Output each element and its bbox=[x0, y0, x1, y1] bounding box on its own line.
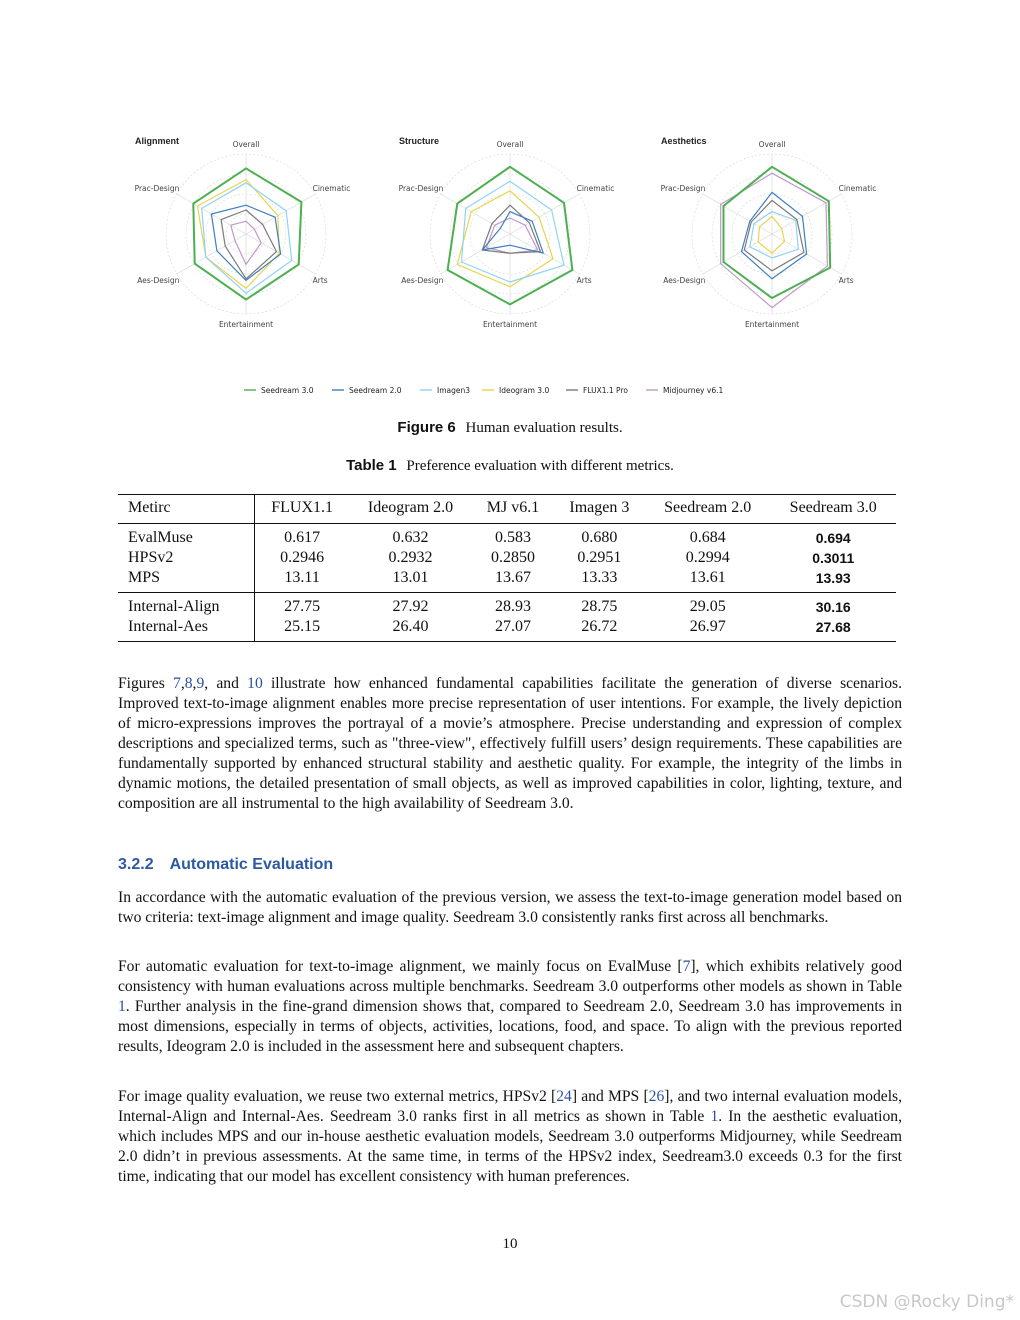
table-cell: 27.92 bbox=[392, 598, 429, 615]
section-title: Automatic Evaluation bbox=[169, 856, 334, 873]
table-cell: 0.684 bbox=[689, 529, 726, 546]
text-run: . In the aesthetic evaluation, which includes MPS and our in-house aesthetic evaluation models, Seedream 3.0 outperforms Midjourney, while Seedream 2.0 didn’t in previous assessments. At the same time, in terms of the HPSv2 index, Seedream3.0 exceeds 0.3 for the first time, indicating that our model has excellent consistency with human preferences. bbox=[118, 1108, 902, 1185]
radar-axis-label: Arts bbox=[576, 276, 592, 285]
table-cell: 0.2951 bbox=[577, 549, 622, 566]
radar-series-seedream-3-0 bbox=[724, 167, 831, 298]
radar-axis-label: Entertainment bbox=[482, 320, 538, 329]
preference-table bbox=[118, 494, 896, 642]
radar-spoke bbox=[703, 194, 772, 234]
radar-spoke bbox=[441, 194, 510, 234]
table-cell-best: 0.3011 bbox=[812, 550, 855, 566]
table-row bbox=[118, 548, 896, 568]
table-cell: 28.93 bbox=[494, 598, 531, 615]
table-cell: 26.97 bbox=[689, 618, 726, 635]
radar-series-flux1-1-pro bbox=[221, 210, 276, 279]
radar-axis-label: Aes-Design bbox=[663, 276, 706, 285]
section-number: 3.2.2 bbox=[118, 856, 154, 873]
radar-charts-svg bbox=[110, 128, 910, 400]
text-run: illustrate how enhanced fundamental capabilities facilitate the generation of diverse scenarios. Improved text-to-image alignment enables more precise representation of user intentions. For example, the lively depiction of micro-expressions improves the portrayal of a movie’s atmosphere. Precise understanding and expression of complex descriptions and specialized terms, such as "three-view", effectively fulfill users’ design requirements. These capabilities are fundamentally supported by enhanced structural stability and aesthetic quality. For example, the integrity of the limbs in dynamic motions, the detailed presentation of small objects, as well as improved capabilities in color, lighting, texture, and composition are all instrumental to the high availability of Seedream 3.0. bbox=[118, 675, 902, 812]
radar-spoke bbox=[177, 234, 246, 274]
text-run: , and bbox=[204, 675, 248, 692]
legend-label: Ideogram 3.0 bbox=[499, 386, 550, 395]
figure-caption bbox=[0, 419, 1020, 437]
radar-axis-label: Cinematic bbox=[576, 184, 615, 193]
table-cell: 25.15 bbox=[284, 618, 321, 635]
table-cell: 13.61 bbox=[689, 569, 726, 586]
table-cell: 13.01 bbox=[392, 569, 429, 586]
table-ref-link[interactable]: 1 bbox=[710, 1108, 719, 1125]
table-cell-metric: EvalMuse bbox=[118, 524, 255, 549]
radar-axis-label: Overall bbox=[758, 140, 786, 149]
text-run: ], and two internal evaluation models, Internal-Align and Internal-Aes. Seedream 3.0 ranks first in all metrics as shown in Table bbox=[118, 1088, 902, 1125]
radar-axis-label: Overall bbox=[496, 140, 524, 149]
table-header-cell: MJ v6.1 bbox=[486, 499, 540, 516]
table-cell-metric: Internal-Align bbox=[118, 593, 255, 618]
text-run: . Further analysis in the fine-grand dimension shows that, compared to Seedream 2.0, Seedream 3.0 has improvements in most dimensions, especially in terms of objects, activities, locations, food, and space. To align with the previous reported results, Ideogram 2.0 is included in the assessment here and subsequent chapters. bbox=[118, 998, 902, 1055]
table-header-row bbox=[118, 495, 896, 524]
radar-axis-label: Entertainment bbox=[218, 320, 274, 329]
table-row bbox=[118, 524, 896, 549]
table-caption bbox=[0, 457, 1020, 475]
radar-axis-label: Cinematic bbox=[838, 184, 877, 193]
radar-title: Structure bbox=[399, 136, 440, 146]
table-cell-best: 13.93 bbox=[815, 570, 851, 586]
legend-label: Midjourney v6.1 bbox=[663, 386, 724, 395]
table-header-cell: Seedream 2.0 bbox=[664, 499, 752, 516]
radar-axis-label: Entertainment bbox=[744, 320, 800, 329]
table-cell: 0.680 bbox=[581, 529, 618, 546]
table-header-cell: Seedream 3.0 bbox=[789, 499, 877, 516]
table-header-cell: Metirc bbox=[118, 495, 255, 524]
table-cell: 0.617 bbox=[284, 529, 321, 546]
figure-ref-link[interactable]: 7 bbox=[173, 675, 181, 692]
radar-axis-label: Prac-Design bbox=[398, 184, 444, 193]
text-run: , bbox=[192, 675, 197, 692]
radar-axis-label: Arts bbox=[838, 276, 854, 285]
citation-link[interactable]: 7 bbox=[682, 958, 691, 975]
table-cell-best: 30.16 bbox=[815, 599, 851, 615]
legend-label: Seedream 2.0 bbox=[349, 386, 402, 395]
table-cell: 28.75 bbox=[581, 598, 618, 615]
figure-ref-link[interactable]: 9 bbox=[196, 675, 205, 692]
radar-spoke bbox=[703, 234, 772, 274]
paragraph-quality-eval bbox=[118, 1087, 902, 1187]
table-cell-metric: MPS bbox=[118, 568, 255, 593]
radar-chart-aesthetics bbox=[661, 136, 877, 329]
figure-caption-label: Figure 6 bbox=[397, 419, 456, 436]
paragraph-figures-discussion bbox=[118, 674, 902, 814]
table-cell: 0.2994 bbox=[685, 549, 730, 566]
radar-title: Alignment bbox=[135, 136, 179, 146]
table-cell: 13.67 bbox=[494, 569, 531, 586]
figure-ref-link[interactable]: 10 bbox=[247, 675, 263, 692]
table-cell-metric: Internal-Aes bbox=[118, 617, 255, 642]
section-heading bbox=[118, 856, 333, 874]
radar-axis-label: Aes-Design bbox=[137, 276, 180, 285]
table-cell: 13.33 bbox=[581, 569, 618, 586]
table-header-cell: Imagen 3 bbox=[569, 499, 630, 516]
figure-ref-link[interactable]: 8 bbox=[184, 675, 193, 692]
legend-label: Seedream 3.0 bbox=[261, 386, 314, 395]
table-row bbox=[118, 617, 896, 642]
radar-series-ideogram-3-0 bbox=[758, 216, 784, 253]
table-cell: 27.07 bbox=[494, 618, 531, 635]
radar-title: Aesthetics bbox=[661, 136, 707, 146]
radar-spoke bbox=[246, 194, 315, 234]
radar-legend bbox=[244, 386, 723, 395]
table-caption-label: Table 1 bbox=[346, 457, 397, 474]
table-row bbox=[118, 568, 896, 593]
radar-series-imagen3 bbox=[462, 181, 565, 282]
table-header-cell: Ideogram 2.0 bbox=[367, 499, 454, 516]
paragraph-auto-eval-intro: In accordance with the automatic evaluation of the previous version, we assess the text-to-image generation model based on two criteria: text-image alignment and image quality. Seedream 3.0 consistently ranks first across all benchmarks. bbox=[118, 889, 902, 926]
table-cell: 26.40 bbox=[392, 618, 429, 635]
radar-chart-structure bbox=[399, 136, 615, 329]
paragraph-alignment-eval bbox=[118, 957, 902, 1057]
radar-axis-label: Overall bbox=[232, 140, 260, 149]
citation-link[interactable]: 24 bbox=[556, 1088, 572, 1105]
table-cell: 0.583 bbox=[494, 529, 531, 546]
table-cell: 0.2850 bbox=[490, 549, 535, 566]
page-number: 10 bbox=[502, 1236, 518, 1252]
table-cell: 0.2932 bbox=[388, 549, 433, 566]
table-cell: 0.2946 bbox=[280, 549, 325, 566]
radar-axis-label: Prac-Design bbox=[134, 184, 180, 193]
text-run: For automatic evaluation for text-to-image alignment, we mainly focus on EvalMuse [ bbox=[118, 958, 683, 975]
radar-chart-alignment bbox=[135, 136, 351, 329]
legend-label: Imagen3 bbox=[437, 386, 471, 395]
table-cell-metric: HPSv2 bbox=[118, 548, 255, 568]
radar-axis-label: Cinematic bbox=[312, 184, 351, 193]
table-row bbox=[118, 593, 896, 618]
table-caption-text: Preference evaluation with different metrics. bbox=[406, 458, 674, 474]
table-cell: 27.75 bbox=[284, 598, 321, 615]
table-cell: 26.72 bbox=[581, 618, 618, 635]
table-cell-best: 0.694 bbox=[815, 530, 851, 546]
table-cell-best: 27.68 bbox=[815, 619, 851, 635]
radar-figure bbox=[110, 128, 910, 400]
text-run: For image quality evaluation, we reuse two external metrics, HPSv2 [ bbox=[118, 1088, 557, 1105]
legend-label: FLUX1.1 Pro bbox=[583, 386, 628, 395]
table-header-cell: FLUX1.1 bbox=[271, 499, 333, 516]
table-ref-link[interactable]: 1 bbox=[118, 998, 126, 1015]
text-run: ] and MPS [ bbox=[571, 1088, 649, 1105]
table-cell: 29.05 bbox=[689, 598, 726, 615]
radar-axis-label: Aes-Design bbox=[401, 276, 444, 285]
text-run: Figures bbox=[118, 675, 174, 692]
table-cell: 0.632 bbox=[392, 529, 429, 546]
citation-link[interactable]: 26 bbox=[648, 1088, 665, 1105]
text-run: ], which exhibits relatively good consistency with human evaluations across multiple benchmarks. Seedream 3.0 outperforms other models as shown in Table bbox=[118, 958, 902, 995]
radar-axis-label: Arts bbox=[312, 276, 328, 285]
watermark: CSDN @Rocky Ding* bbox=[839, 1292, 1014, 1312]
figure-caption-text: Human evaluation results. bbox=[465, 420, 623, 436]
table-cell: 13.11 bbox=[284, 569, 320, 586]
text-run: , bbox=[180, 675, 185, 692]
radar-axis-label: Prac-Design bbox=[660, 184, 706, 193]
